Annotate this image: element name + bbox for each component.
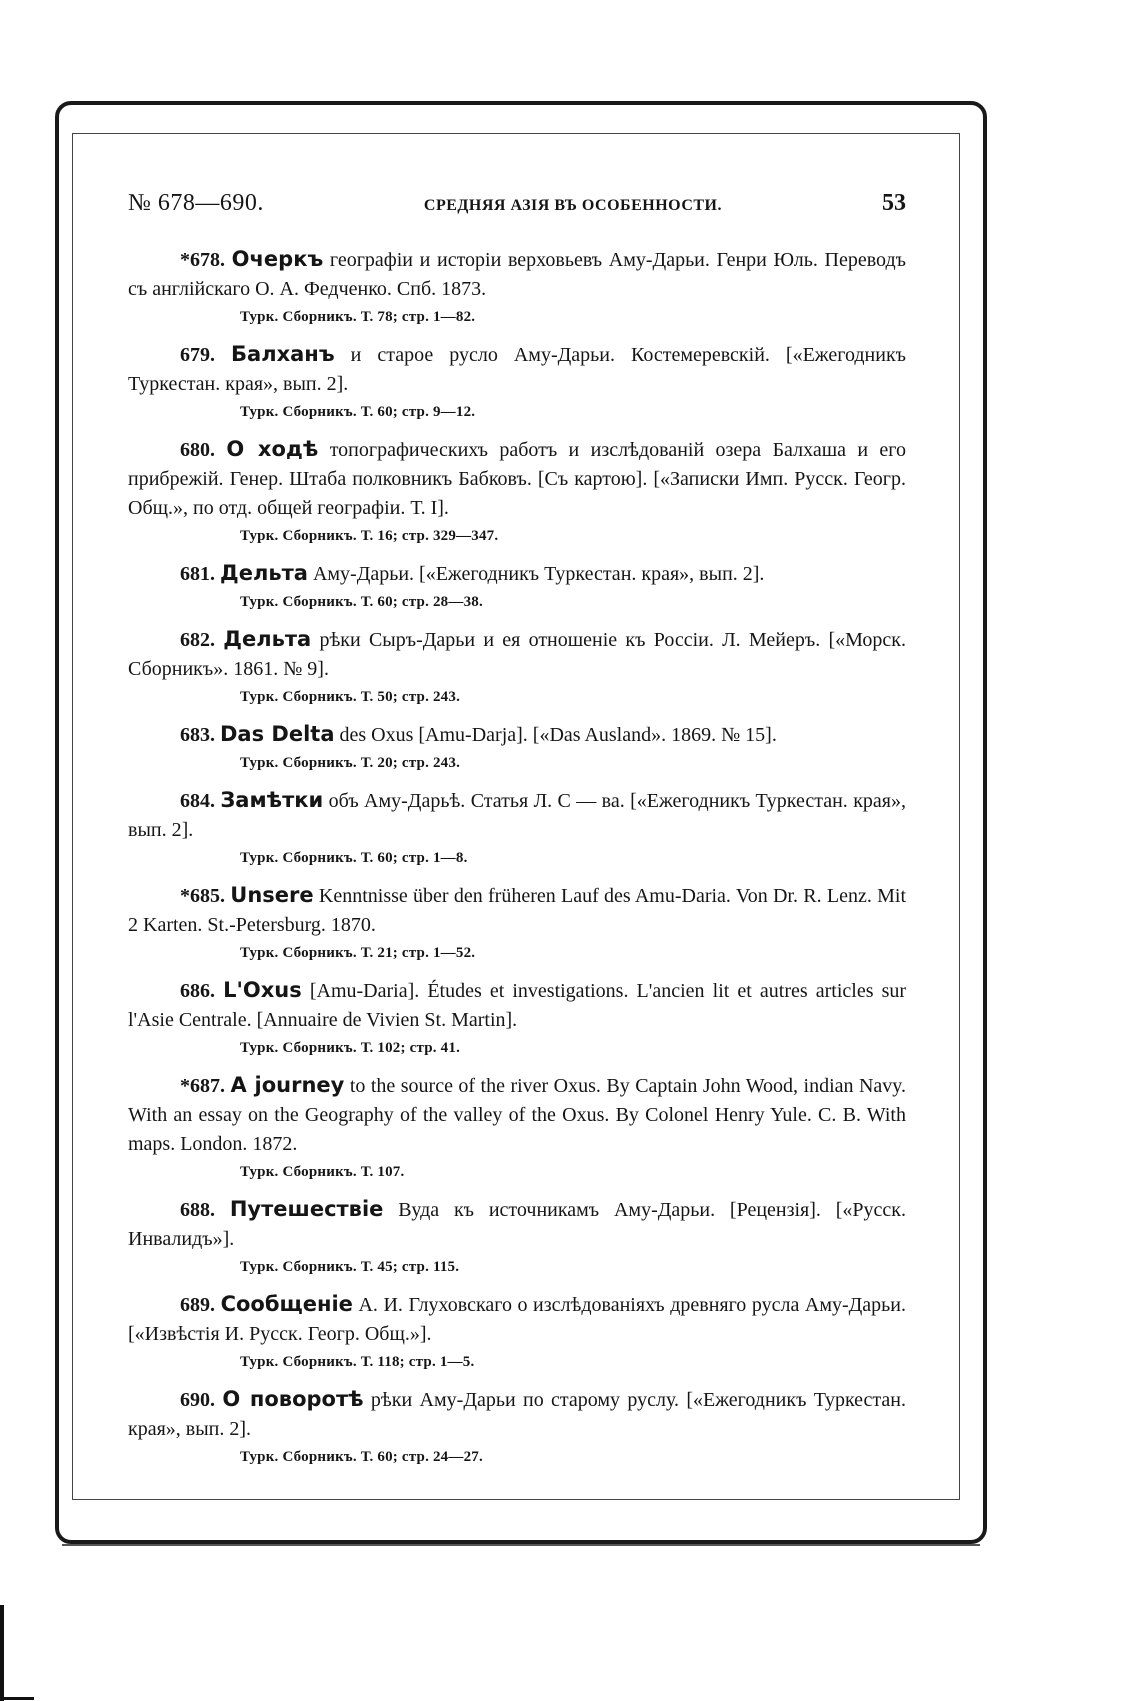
frame-bottom-edge — [62, 1544, 980, 1546]
entry-range: № 678—690. — [128, 190, 264, 216]
entry-lead-word: Путешествіе — [229, 1197, 384, 1221]
running-header — [128, 190, 906, 217]
bibliography-entry — [128, 1290, 906, 1373]
entry-number: *685. — [180, 885, 225, 907]
entry-body: Вуда къ источникамъ Аму-Дарьи. [Рецензія]. [«Русск. Инвалидъ»]. — [128, 1199, 907, 1250]
page-content — [128, 190, 906, 1480]
margin-mark-foot — [0, 1697, 34, 1700]
entry-number: 683. — [180, 724, 215, 746]
entry-number: *687. — [180, 1075, 225, 1097]
entry-source: Турк. Сборникъ. Т. 60; стр. 28—38. — [240, 594, 483, 610]
bibliography-entry — [128, 1385, 906, 1468]
entry-body: [Amu-Daria]. Études et investigations. L'ancien lit et autres articles sur l'Asie Centrale. [Annuaire de Vivien St. Martin]. — [128, 980, 907, 1031]
entry-source: Турк. Сборникъ. Т. 118; стр. 1—5. — [240, 1354, 475, 1370]
entry-number: 686. — [180, 980, 215, 1002]
entry-body: Аму-Дарьи. [«Ежегодникъ Туркестан. края», вып. 2]. — [307, 563, 765, 585]
entry-source: Турк. Сборникъ. Т. 45; стр. 115. — [240, 1259, 460, 1275]
entry-body: to the source of the river Oxus. By Captain John Wood, indian Navy. With an essay on the Geography of the valley of the Oxus. By Colonel Henry Yule. C. B. With maps. London. 1872. — [128, 1075, 906, 1155]
entry-body: des Oxus [Amu-Darja]. [«Das Ausland». 1869. № 15]. — [334, 724, 777, 746]
entry-number: 679. — [180, 344, 215, 366]
bibliography-entry — [128, 976, 906, 1059]
entry-source: Турк. Сборникъ. Т. 60; стр. 1—8. — [240, 850, 468, 866]
bibliography-entry — [128, 720, 906, 774]
entry-lead-word: О ходѣ — [226, 437, 319, 461]
entry-number: 688. — [180, 1199, 215, 1221]
entry-source: Турк. Сборникъ. Т. 60; стр. 9—12. — [240, 404, 476, 420]
entry-source: Турк. Сборникъ. Т. 50; стр. 243. — [240, 689, 461, 705]
bibliography-entry — [128, 786, 906, 869]
bibliography-entry — [128, 625, 906, 708]
entry-lead-word: Сообщеніе — [220, 1292, 353, 1316]
bibliography-entry — [128, 435, 906, 547]
entry-body: Kenntnisse über den früheren Lauf des Amu-Daria. Von Dr. R. Lenz. Mit 2 Karten. St.-Petersburg. 1870. — [128, 885, 907, 936]
entry-source: Турк. Сборникъ. Т. 16; стр. 329—347. — [240, 528, 499, 544]
entry-lead-word: Unsere — [230, 883, 314, 907]
section-title: СРЕДНЯЯ АЗІЯ ВЪ ОСОБЕННОСТИ. — [423, 197, 722, 214]
entry-lead-word: L'Oxus — [223, 978, 302, 1002]
entry-source: Турк. Сборникъ. Т. 20; стр. 243. — [240, 755, 461, 771]
entry-lead-word: Das Delta — [220, 722, 335, 746]
bibliography-entry — [128, 881, 906, 964]
entry-lead-word: Балханъ — [231, 342, 335, 366]
entry-number: 680. — [180, 439, 215, 461]
entry-source: Турк. Сборникъ. Т. 107. — [240, 1164, 405, 1180]
entry-body: рѣки Аму-Дарьи по старому руслу. [«Ежегодникъ Туркестан. края», вып. 2]. — [128, 1389, 907, 1440]
entry-number: 684. — [180, 790, 215, 812]
entry-source: Турк. Сборникъ. Т. 21; стр. 1—52. — [240, 945, 476, 961]
entry-body: объ Аму-Дарьѣ. Статья Л. С — ва. [«Ежегодникъ Туркестан. края», вып. 2]. — [128, 790, 906, 841]
entry-lead-word: Замѣтки — [220, 788, 324, 812]
entry-lead-word: Очеркъ — [231, 247, 324, 271]
bibliography-entry — [128, 1071, 906, 1183]
bibliography-entry — [128, 559, 906, 613]
entry-number: 682. — [180, 629, 215, 651]
entry-number: 689. — [180, 1294, 215, 1316]
entry-body: А. И. Глуховскаго о изслѣдованіяхъ древняго русла Аму-Дарьи. [«Извѣстія И. Русск. Геогр. Общ.»]. — [128, 1294, 906, 1345]
bibliography-entry — [128, 245, 906, 328]
entry-lead-word: A journey — [230, 1073, 345, 1097]
bibliography-entry — [128, 1195, 906, 1278]
entry-body: топографическихъ работъ и изслѣдованій озера Балхаша и его прибрежій. Генер. Штаба полковникъ Бабковъ. [Съ картою]. [«Записки Имп. Русск. Геогр. Общ.», по отд. общей географіи. Т. I]. — [128, 439, 907, 519]
margin-mark — [0, 1605, 4, 1701]
entry-lead-word: О поворотѣ — [222, 1387, 364, 1411]
entry-body: рѣки Сыръ-Дарьи и ея отношеніе къ Россіи. Л. Мейеръ. [«Морск. Сборникъ». 1861. № 9]. — [128, 629, 906, 680]
entry-lead-word: Дельта — [220, 561, 308, 585]
entry-body: и старое русло Аму-Дарьи. Костемеревскій. [«Ежегодникъ Туркестан. края», вып. 2]. — [128, 344, 907, 395]
entry-lead-word: Дельта — [223, 627, 312, 651]
entry-source: Турк. Сборникъ. Т. 78; стр. 1—82. — [240, 309, 476, 325]
entry-source: Турк. Сборникъ. Т. 60; стр. 24—27. — [240, 1449, 483, 1465]
entry-source: Турк. Сборникъ. Т. 102; стр. 41. — [240, 1040, 461, 1056]
entry-number: 690. — [180, 1389, 215, 1411]
bibliography-entry — [128, 340, 906, 423]
entry-body: географіи и исторіи верховьевъ Аму-Дарьи. Генри Юль. Переводъ съ англійскаго О. А. Федченко. Спб. 1873. — [128, 249, 906, 300]
entry-number: 681. — [180, 563, 215, 585]
entry-number: *678. — [180, 249, 225, 271]
page-number: 53 — [881, 190, 906, 216]
